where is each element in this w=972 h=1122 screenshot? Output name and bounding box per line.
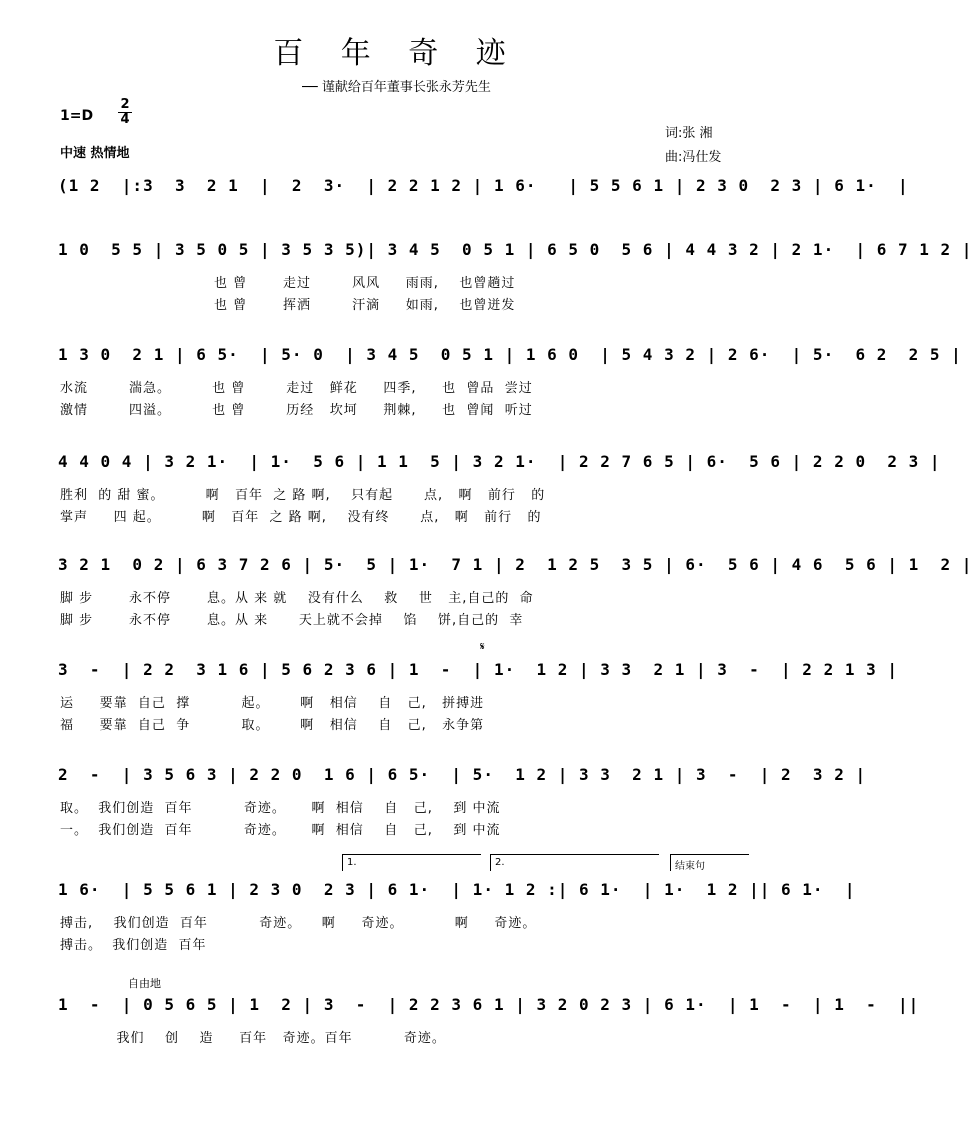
lyric-line: 水流 湍急。 也 曾 走过 鲜花 四季, 也 曾品 尝过: [60, 381, 533, 396]
lyric-line: 搏击, 我们创造 百年 奇迹。 啊 奇迹。 啊 奇迹。: [60, 916, 537, 931]
lyric-line: 我们 创 造 百年 奇迹。百年 奇迹。: [60, 1031, 446, 1046]
free-tempo-mark: 自由地: [128, 977, 161, 990]
lyric-line: 激情 四溢。 也 曾 历经 坎坷 荆棘, 也 曾闻 听过: [60, 403, 533, 418]
time-bottom: 4: [118, 112, 132, 127]
time-signature: [118, 98, 132, 127]
key-signature: 1=D: [60, 108, 94, 124]
tempo-marking: 中速 热情地: [60, 146, 130, 161]
lyric-line: 掌声 四 起。 啊 百年 之 路 啊, 没有终 点, 啊 前行 的: [60, 510, 542, 525]
segno-mark: 𝄋: [480, 640, 485, 653]
lyric-line: 搏击。 我们创造 百年: [60, 938, 207, 953]
lyric-line: 脚 步 永不停 息。从 来 天上就不会掉 馅 饼,自己的 幸: [60, 613, 524, 628]
lyric-line: 也 曾 挥洒 汗滴 如雨, 也曾迸发: [60, 298, 516, 313]
lyric-line: 取。 我们创造 百年 奇迹。 啊 相信 自 己, 到 中流: [60, 801, 501, 816]
volta-2: 2.: [490, 854, 659, 871]
notation-line: 2 - | 3 5 6 3 | 2 2 0 1 6 | 6 5· | 5· 1 2 | 3 3 2 1 | 3 - | 2 3 2 |: [58, 765, 867, 784]
composer: 曲:冯仕发: [665, 150, 722, 165]
lyric-line: 脚 步 永不停 息。从 来 就 没有什么 救 世 主,自己的 命: [60, 591, 534, 606]
lyric-line: 一。 我们创造 百年 奇迹。 啊 相信 自 己, 到 中流: [60, 823, 501, 838]
notation-line: 1 - | 0 5 6 5 | 1 2 | 3 - | 2 2 3 6 1 | 3 2 0 2 3 | 6 1· | 1 - | 1 - ||: [58, 995, 920, 1014]
lyricist: 词:张 湘: [665, 126, 713, 141]
notation-line: 1 0 5 5 | 3 5 0 5 | 3 5 3 5)| 3 4 5 0 5 1 | 6 5 0 5 6 | 4 4 3 2 | 2 1· | 6 7 1 2 |: [58, 240, 972, 259]
lyric-line: 福 要靠 自己 争 取。 啊 相信 自 己, 永争第: [60, 718, 485, 733]
notation-line: 3 - | 2 2 3 1 6 | 5 6 2 3 6 | 1 - | 1· 1 2 | 3 3 2 1 | 3 - | 2 2 1 3 |: [58, 660, 898, 679]
notation-line: (1 2 |:3 3 2 1 | 2 3· | 2 2 1 2 | 1 6· | 5 5 6 1 | 2 3 0 2 3 | 6 1· |: [58, 176, 909, 195]
song-title: 百 年 奇 迹: [273, 36, 520, 71]
time-top: 2: [120, 97, 130, 112]
lyric-line: 运 要靠 自己 撑 起。 啊 相信 自 己, 拼搏进: [60, 696, 485, 711]
ending-label: 结束句: [670, 854, 749, 871]
song-subtitle: ── 谨献给百年董事长张永芳先生: [302, 80, 491, 95]
lyric-line: 胜利 的 甜 蜜。 啊 百年 之 路 啊, 只有起 点, 啊 前行 的: [60, 488, 546, 503]
notation-line: 3 2 1 0 2 | 6 3 7 2 6 | 5· 5 | 1· 7 1 | 2 1 2 5 3 5 | 6· 5 6 | 4 6 5 6 | 1 2 |: [58, 555, 972, 574]
volta-1: 1.: [342, 854, 481, 871]
lyric-line: 也 曾 走过 风风 雨雨, 也曾趟过: [60, 276, 516, 291]
notation-line: 1 6· | 5 5 6 1 | 2 3 0 2 3 | 6 1· | 1· 1 2 :| 6 1· | 1· 1 2 || 6 1· |: [58, 880, 856, 899]
notation-line: 4 4 0 4 | 3 2 1· | 1· 5 6 | 1 1 5 | 3 2 1· | 2 2 7 6 5 | 6· 5 6 | 2 2 0 2 3 |: [58, 452, 941, 471]
notation-line: 1 3 0 2 1 | 6 5· | 5· 0 | 3 4 5 0 5 1 | 1 6 0 | 5 4 3 2 | 2 6· | 5· 6 2 2 5 |: [58, 345, 962, 364]
